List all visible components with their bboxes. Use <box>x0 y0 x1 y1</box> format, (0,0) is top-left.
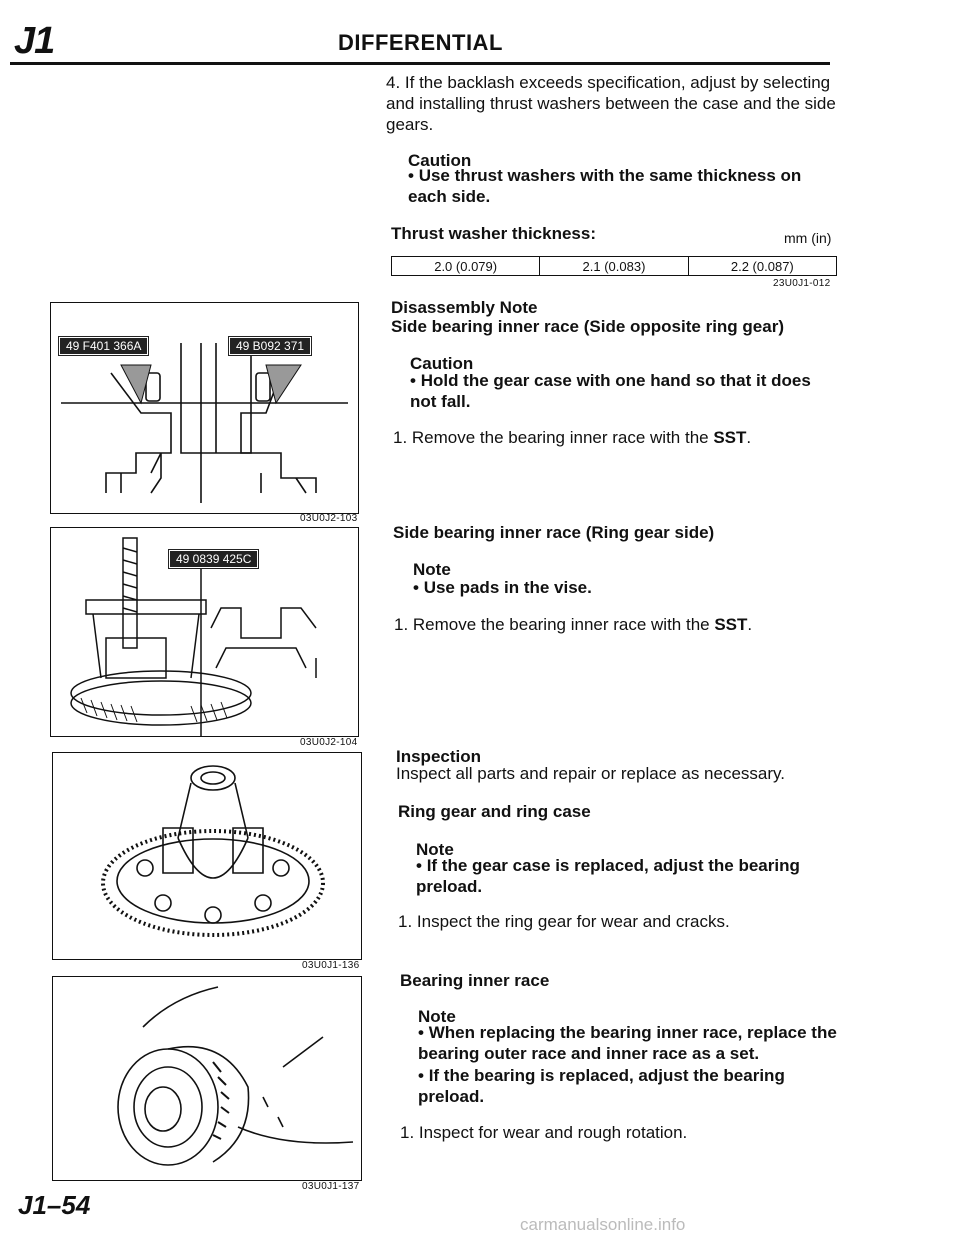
inspection-text: Inspect all parts and repair or replace as necessary. <box>396 764 785 783</box>
disassembly-note-text: • Use pads in the vise. <box>413 577 592 598</box>
sst-diagram <box>51 303 358 513</box>
thrust-washer-table <box>391 256 837 276</box>
disassembly-step-2: 1. Remove the bearing inner race with the SST. <box>394 615 753 634</box>
bearing-diagram <box>53 977 361 1180</box>
ring-gear-note-label: Note <box>416 840 454 859</box>
figure-code: 03U0J2-104 <box>300 737 358 748</box>
page-number: J1–54 <box>18 1190 91 1220</box>
table-code: 23U0J1-012 <box>773 278 831 289</box>
figure-sst-installation <box>50 302 359 514</box>
figure-code: 03U0J1-137 <box>302 1181 360 1192</box>
sst-tag: 49 F401 366A <box>59 337 148 355</box>
disassembly-note-label: Note <box>413 560 451 579</box>
inspection-heading: Inspection <box>396 747 482 766</box>
bearing-note-label: Note <box>418 1007 456 1026</box>
ring-gear-step: 1. Inspect the ring gear for wear and cracks. <box>398 912 730 931</box>
watermark: carmanualsonline.info <box>520 1215 686 1234</box>
caution-text: • Use thrust washers with the same thickness on each side. <box>408 165 836 207</box>
thrust-washer-value: 2.2 (0.087) <box>688 257 836 275</box>
bearing-step: 1. Inspect for wear and rough rotation. <box>400 1123 688 1142</box>
disassembly-caution-text: • Hold the gear case with one hand so that it does not fall. <box>410 370 838 412</box>
sst-tag: 49 B092 371 <box>229 337 311 355</box>
bearing-heading: Bearing inner race <box>400 971 550 990</box>
figure-bearing-inspection <box>52 976 362 1181</box>
disassembly-step-1: 1. Remove the bearing inner race with the SST. <box>393 428 752 447</box>
ring-gear-diagram <box>53 753 361 959</box>
bearing-note-1: • When replacing the bearing inner race, replace the bearing outer race and inner race as a set. <box>418 1022 846 1064</box>
page-title: DIFFERENTIAL <box>338 30 503 55</box>
thrust-washer-value: 2.0 (0.079) <box>434 258 498 274</box>
step-4-text: 4. If the backlash exceeds specification, adjust by selecting and installing thrust washers between the case and the side gears. <box>386 73 836 134</box>
section-code: J1 <box>14 20 55 62</box>
disassembly-sub-1: Side bearing inner race (Side opposite ring gear) <box>391 317 784 336</box>
sst-tag: 49 0839 425C <box>169 550 258 568</box>
thrust-washer-unit: mm (in) <box>784 230 832 246</box>
figure-code: 03U0J2-103 <box>300 513 358 524</box>
figure-ring-gear <box>52 752 362 960</box>
header-rule <box>10 62 830 65</box>
caution-label: Caution <box>408 151 472 170</box>
thrust-washer-value: 2.1 (0.083) <box>539 257 687 275</box>
disassembly-caution-label: Caution <box>410 354 474 373</box>
figure-bearing-puller <box>50 527 359 737</box>
disassembly-heading: Disassembly Note <box>391 298 538 317</box>
ring-gear-note-text: • If the gear case is replaced, adjust the bearing preload. <box>416 855 844 897</box>
disassembly-sub-2: Side bearing inner race (Ring gear side) <box>393 523 715 542</box>
figure-code: 03U0J1-136 <box>302 960 360 971</box>
bearing-note-2: • If the bearing is replaced, adjust the bearing preload. <box>418 1065 846 1107</box>
ring-gear-heading: Ring gear and ring case <box>398 802 591 821</box>
thrust-washer-label: Thrust washer thickness: <box>391 224 597 243</box>
